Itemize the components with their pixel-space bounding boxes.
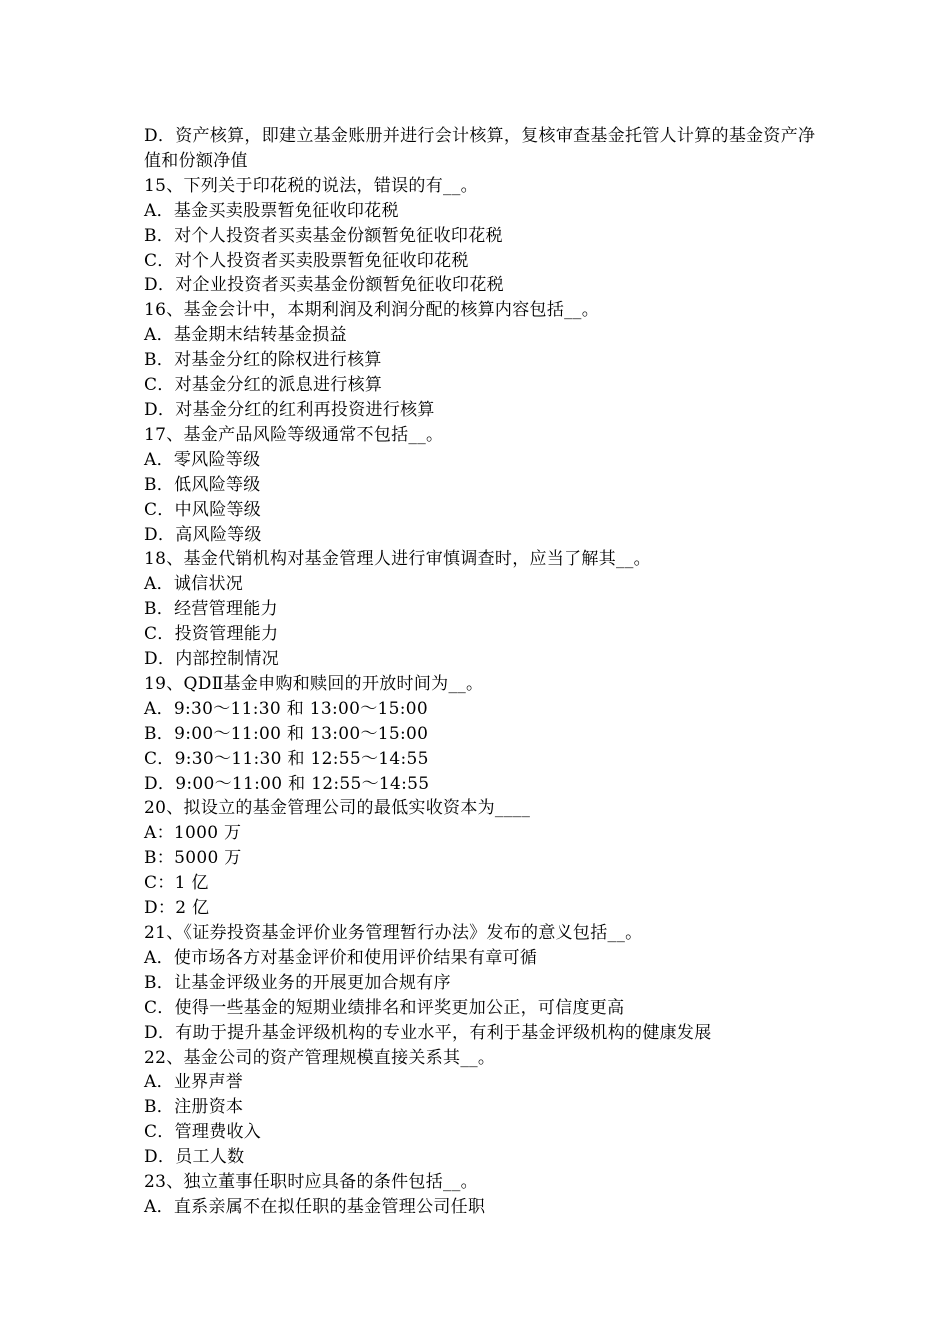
option-line: B．对基金分红的除权进行核算 [144,350,382,371]
question-line: 20、拟设立的基金管理公司的最低实收资本为____ [144,798,531,819]
option-line: A．使市场各方对基金评价和使用评价结果有章可循 [144,947,538,968]
option-line: D．有助于提升基金评级机构的专业水平，有利于基金评级机构的健康发展 [144,1022,712,1043]
option-line: A．基金期末结转基金损益 [144,325,347,346]
question-line: 19、QDⅡ基金申购和赎回的开放时间为__。 [144,673,484,694]
option-line: C．9:30～11:30 和 12:55～14:55 [144,748,429,769]
question-line: 23、独立董事任职时应具备的条件包括__。 [144,1172,478,1193]
option-line: C．中风险等级 [144,499,262,520]
option-line: B．对个人投资者买卖基金份额暂免征收印花税 [144,225,503,246]
question-line: 18、基金代销机构对基金管理人进行审慎调查时，应当了解其__。 [144,549,651,570]
option-line: D．内部控制情况 [144,649,280,670]
option-line: A．诚信状况 [144,574,244,595]
option-line: C．管理费收入 [144,1122,262,1143]
option-line: C．对个人投资者买卖股票暂免征收印花税 [144,250,469,271]
option-line: B．注册资本 [144,1097,244,1118]
option-line: D．9:00～11:00 和 12:55～14:55 [144,773,430,794]
option-line: B：5000 万 [144,848,242,869]
option-line: A．直系亲属不在拟任职的基金管理公司任职 [144,1196,486,1217]
option-line: D：2 亿 [144,898,210,919]
option-line: C．投资管理能力 [144,624,279,645]
option-line: D．员工人数 [144,1147,245,1168]
question-line: 17、基金产品风险等级通常不包括__。 [144,424,444,445]
option-line: B．低风险等级 [144,474,261,495]
question-line: 22、基金公司的资产管理规模直接关系其__。 [144,1047,496,1068]
option-line: D．资产核算，即建立基金账册并进行会计核算，复核审查基金托管人计算的基金资产净值和份额净值 [144,126,816,171]
option-line: A：1000 万 [144,823,242,844]
option-line: C：1 亿 [144,873,209,894]
option-line: C．对基金分红的派息进行核算 [144,375,383,396]
option-line: A．零风险等级 [144,449,261,470]
option-line: A．基金买卖股票暂免征收印花税 [144,200,399,221]
question-line: 15、下列关于印花税的说法，错误的有__。 [144,175,478,196]
question-line: 16、基金会计中，本期利润及利润分配的核算内容包括__。 [144,300,600,321]
option-line: A．业界声誉 [144,1072,244,1093]
option-line: B．经营管理能力 [144,599,278,620]
option-line: D．高风险等级 [144,524,262,545]
option-line: D．对基金分红的红利再投资进行核算 [144,399,435,420]
option-line: C．使得一些基金的短期业绩排名和评奖更加公正，可信度更高 [144,997,625,1018]
option-line: B．让基金评级业务的开展更加合规有序 [144,972,451,993]
option-line: B．9:00～11:00 和 13:00～15:00 [144,723,429,744]
option-line: D．对企业投资者买卖基金份额暂免征收印花税 [144,275,504,296]
question-line: 21、《证券投资基金评价业务管理暂行办法》发布的意义包括__。 [144,923,643,943]
option-line: A．9:30～11:30 和 13:00～15:00 [144,698,429,719]
document-body [144,124,824,1220]
